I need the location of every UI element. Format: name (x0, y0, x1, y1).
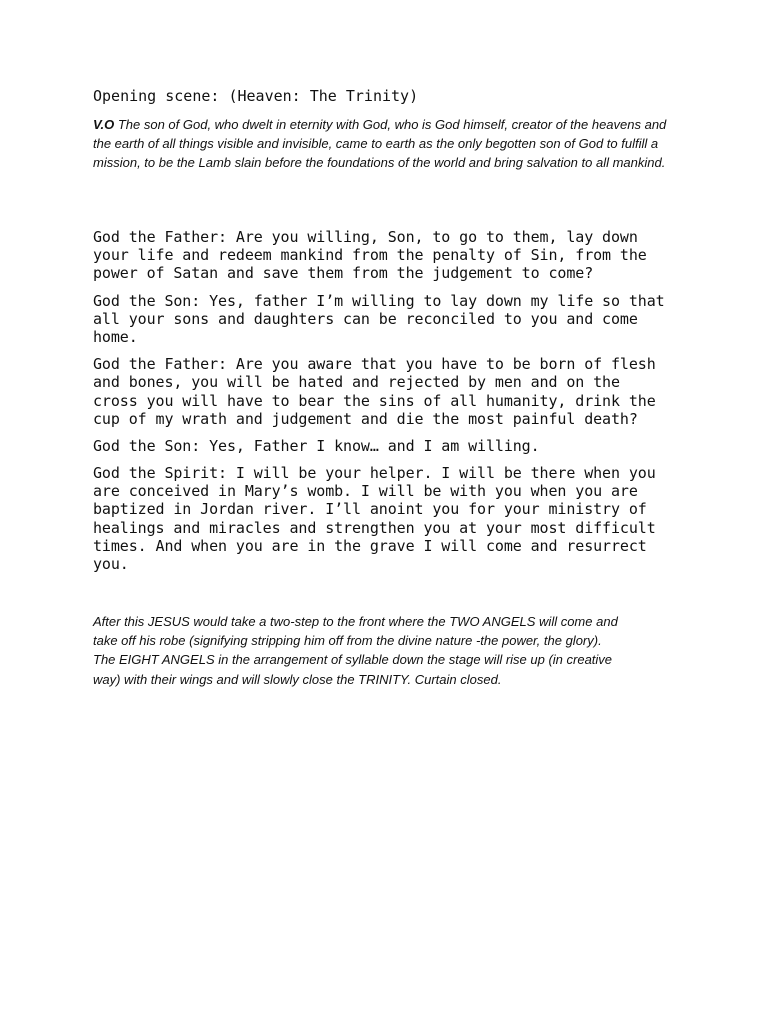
stage-direction-line: way) with their wings and will slowly close the TRINITY. Curtain closed. (93, 671, 502, 687)
dialogue-line: cup of my wrath and judgement and die the most painful death? (93, 409, 638, 428)
dialogue-line: and bones, you will be hated and rejected by men and on the (93, 373, 620, 392)
dialogue-section (93, 228, 693, 573)
dialogue-line: baptized in Jordan river. I’ll anoint you for your ministry of (93, 500, 647, 519)
dialogue-line: all your sons and daughters can be reconciled to you and come (93, 309, 638, 328)
paragraph-spacer (93, 283, 693, 292)
dialogue-paragraph (93, 228, 693, 283)
voice-over-block (93, 115, 683, 172)
dialogue-paragraph (93, 292, 693, 347)
dialogue-line: home. (93, 327, 138, 346)
dialogue-line: God the Father: Are you willing, Son, to go to them, lay down (93, 228, 638, 246)
dialogue-line: times. And when you are in the grave I will come and resurrect (93, 536, 647, 555)
stage-direction-line: take off his robe (signifying stripping him off from the divine nature -the power, the glory). (93, 633, 602, 649)
dialogue-line: healings and miracles and strengthen you at your most difficult (93, 518, 656, 537)
scene-heading: Opening scene: (Heaven: The Trinity) (93, 87, 419, 105)
dialogue-line: you. (93, 555, 129, 573)
dialogue-line: power of Satan and save them from the judgement to come? (93, 264, 594, 283)
dialogue-line: God the Son: Yes, father I’m willing to lay down my life so that (93, 291, 665, 310)
dialogue-line: God the Spirit: I will be your helper. I will be there when you (93, 464, 656, 483)
dialogue-line: God the Son: Yes, Father I know… and I am willing. (93, 436, 540, 455)
stage-direction-line: After this JESUS would take a two-step to the front where the TWO ANGELS will come and (93, 614, 618, 629)
voice-over-text: The son of God, who dwelt in eternity with God, who is God himself, creator of the heavens and the earth of all things visible and invisible, came to earth as the only begotten son of God to fulfill a mission, to be the Lamb slain before the foundations of the world and bring salvation to all mankind. (93, 117, 667, 170)
paragraph-spacer (93, 428, 693, 437)
dialogue-line: cross you will have to bear the sins of all humanity, drink the (93, 391, 656, 410)
stage-direction (93, 612, 693, 689)
stage-direction-line: The EIGHT ANGELS in the arrangement of syllable down the stage will rise up (in creative (93, 652, 613, 668)
dialogue-line: are conceived in Mary’s womb. I will be with you when you are (93, 482, 638, 501)
dialogue-paragraph (93, 464, 693, 573)
paragraph-spacer (93, 346, 693, 355)
dialogue-paragraph (93, 355, 693, 428)
voice-over-label: V.O (93, 117, 115, 132)
dialogue-line: God the Father: Are you aware that you have to be born of flesh (93, 355, 656, 374)
paragraph-spacer (93, 455, 693, 464)
dialogue-line: your life and redeem mankind from the penalty of Sin, from the (93, 246, 647, 265)
dialogue-paragraph (93, 437, 693, 455)
